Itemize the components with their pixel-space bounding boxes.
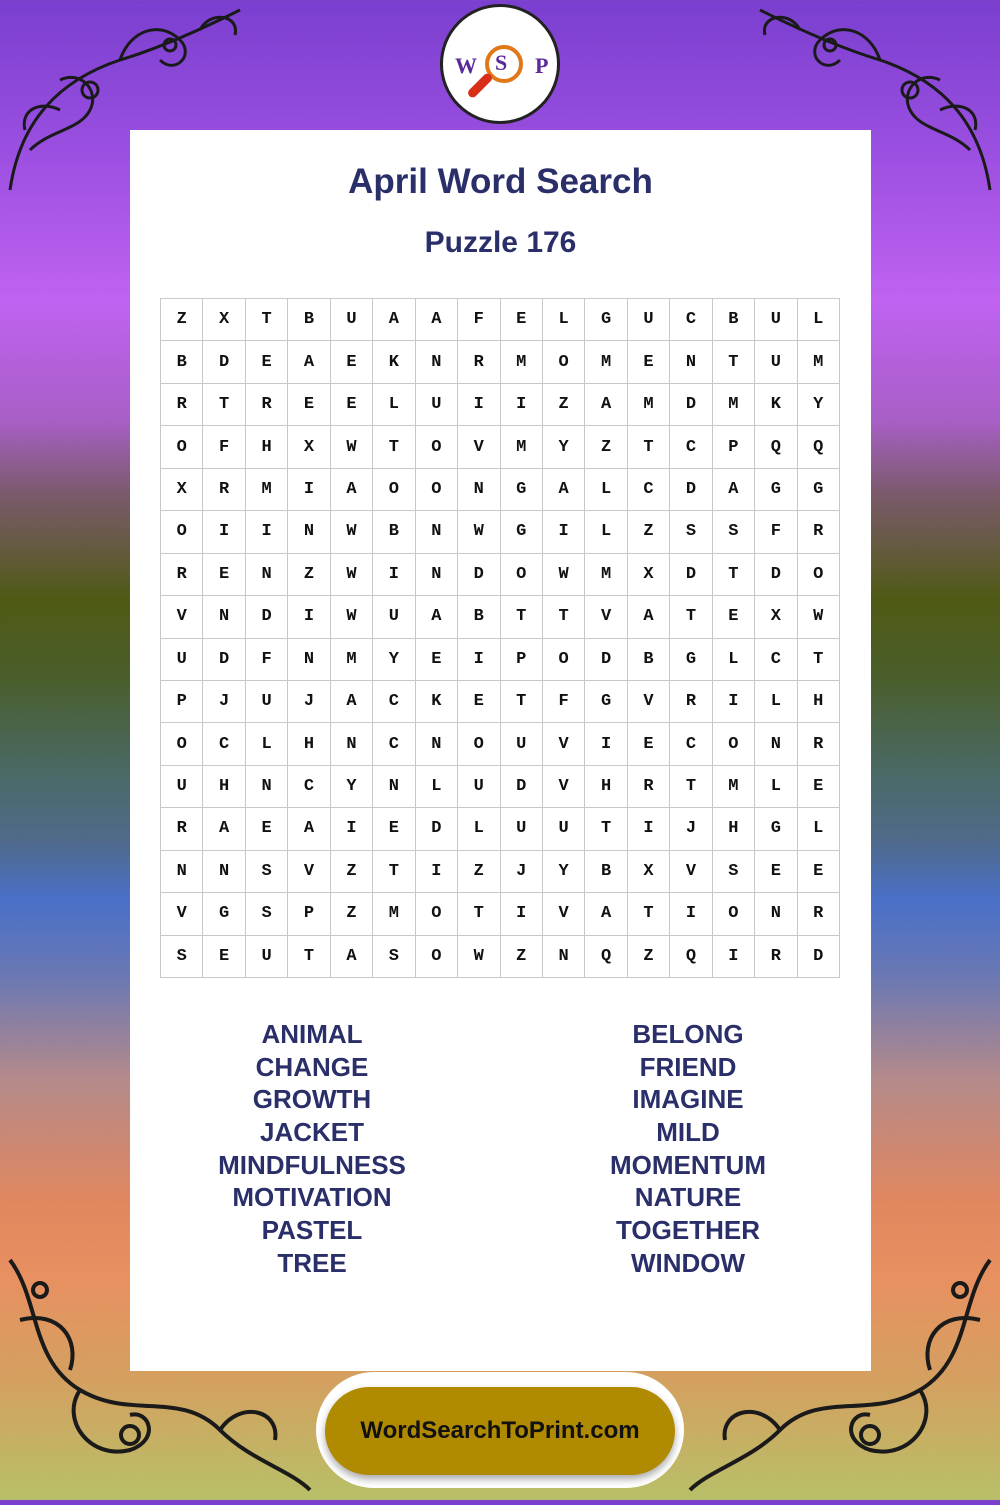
grid-cell[interactable]: Z <box>628 936 670 978</box>
word-list-item: FRIEND <box>639 1051 737 1082</box>
grid-cell[interactable]: E <box>246 341 288 383</box>
grid-cell[interactable]: Y <box>543 426 585 468</box>
grid-cell[interactable]: U <box>755 299 797 341</box>
grid-cell[interactable]: D <box>416 808 458 850</box>
grid-cell[interactable]: O <box>458 723 500 765</box>
grid-cell[interactable]: W <box>331 511 373 553</box>
grid-cell[interactable]: T <box>713 554 755 596</box>
grid-cell[interactable]: U <box>246 936 288 978</box>
grid-cell[interactable]: W <box>331 596 373 638</box>
grid-cell[interactable]: T <box>288 936 330 978</box>
grid-cell[interactable]: Q <box>755 426 797 468</box>
grid-cell[interactable]: Y <box>373 639 415 681</box>
word-list-item: GROWTH <box>252 1084 372 1115</box>
grid-cell[interactable]: J <box>501 851 543 893</box>
grid-cell[interactable]: A <box>288 341 330 383</box>
grid-cell[interactable]: C <box>373 723 415 765</box>
grid-cell[interactable]: I <box>203 511 245 553</box>
grid-cell[interactable]: U <box>161 766 203 808</box>
grid-cell[interactable]: O <box>416 936 458 978</box>
grid-cell[interactable]: V <box>288 851 330 893</box>
grid-cell[interactable]: Y <box>331 766 373 808</box>
grid-cell[interactable]: D <box>670 384 712 426</box>
word-list-left-column <box>162 1018 462 1280</box>
grid-cell[interactable]: O <box>713 893 755 935</box>
grid-cell[interactable]: M <box>628 384 670 426</box>
grid-cell[interactable]: S <box>670 511 712 553</box>
grid-cell[interactable]: V <box>543 893 585 935</box>
grid-cell[interactable]: T <box>501 596 543 638</box>
grid-cell[interactable]: S <box>713 511 755 553</box>
grid-cell[interactable]: R <box>161 554 203 596</box>
grid-cell[interactable]: T <box>670 766 712 808</box>
word-list-item: CHANGE <box>255 1051 369 1082</box>
grid-cell[interactable]: I <box>713 681 755 723</box>
grid-cell[interactable]: U <box>501 723 543 765</box>
grid-cell[interactable]: I <box>288 596 330 638</box>
grid-cell[interactable]: B <box>458 596 500 638</box>
grid-cell[interactable]: O <box>161 723 203 765</box>
grid-cell[interactable]: L <box>798 299 840 341</box>
grid-cell[interactable]: K <box>755 384 797 426</box>
grid-cell[interactable]: U <box>543 808 585 850</box>
grid-cell[interactable]: O <box>543 341 585 383</box>
grid-cell[interactable]: P <box>161 681 203 723</box>
grid-cell[interactable]: T <box>628 893 670 935</box>
grid-cell[interactable]: T <box>373 426 415 468</box>
grid-cell[interactable]: U <box>331 299 373 341</box>
grid-cell[interactable]: N <box>755 723 797 765</box>
puzzle-number: Puzzle 176 <box>424 226 577 259</box>
grid-cell[interactable]: R <box>670 681 712 723</box>
grid-cell[interactable]: Y <box>798 384 840 426</box>
grid-cell[interactable]: X <box>755 596 797 638</box>
grid-cell[interactable]: E <box>628 723 670 765</box>
grid-cell[interactable]: W <box>543 554 585 596</box>
grid-cell[interactable]: C <box>755 639 797 681</box>
word-list-item: PASTEL <box>261 1215 363 1246</box>
word-list-item: MILD <box>656 1117 720 1148</box>
grid-cell[interactable]: K <box>373 341 415 383</box>
grid-cell[interactable]: G <box>798 469 840 511</box>
grid-cell[interactable]: I <box>458 384 500 426</box>
grid-cell[interactable]: B <box>585 851 627 893</box>
site-logo[interactable] <box>440 4 560 124</box>
grid-cell[interactable]: N <box>543 936 585 978</box>
grid-cell[interactable]: M <box>331 639 373 681</box>
grid-cell[interactable]: Z <box>585 426 627 468</box>
grid-cell[interactable]: I <box>458 639 500 681</box>
word-list-item: MOTIVATION <box>232 1182 392 1213</box>
grid-cell[interactable]: E <box>288 384 330 426</box>
grid-cell[interactable]: N <box>458 469 500 511</box>
grid-cell[interactable]: C <box>670 426 712 468</box>
grid-cell[interactable]: E <box>713 596 755 638</box>
grid-cell[interactable]: W <box>331 426 373 468</box>
grid-cell[interactable]: V <box>458 426 500 468</box>
grid-cell[interactable]: M <box>246 469 288 511</box>
grid-cell[interactable]: Z <box>543 384 585 426</box>
grid-cell[interactable]: I <box>246 511 288 553</box>
grid-cell[interactable]: D <box>203 639 245 681</box>
word-list-item: IMAGINE <box>632 1084 744 1115</box>
word-list-item: BELONG <box>632 1019 744 1049</box>
grid-cell[interactable]: R <box>798 723 840 765</box>
grid-cell[interactable]: D <box>798 936 840 978</box>
grid-cell[interactable]: G <box>670 639 712 681</box>
grid-cell[interactable]: N <box>246 766 288 808</box>
grid-cell[interactable]: F <box>543 681 585 723</box>
page-title: April Word Search <box>348 162 653 201</box>
logo-letter-s: S <box>495 50 508 75</box>
grid-cell[interactable]: P <box>501 639 543 681</box>
grid-cell[interactable]: D <box>755 554 797 596</box>
grid-cell[interactable]: T <box>458 893 500 935</box>
grid-cell[interactable]: S <box>246 893 288 935</box>
grid-cell[interactable]: X <box>161 469 203 511</box>
grid-cell[interactable]: A <box>585 893 627 935</box>
grid-cell[interactable]: B <box>161 341 203 383</box>
grid-cell[interactable]: X <box>203 299 245 341</box>
grid-cell[interactable]: P <box>288 893 330 935</box>
grid-cell[interactable]: N <box>416 341 458 383</box>
word-list-item: WINDOW <box>630 1247 746 1278</box>
grid-cell[interactable]: E <box>203 554 245 596</box>
grid-cell[interactable]: T <box>585 808 627 850</box>
grid-cell[interactable]: C <box>670 299 712 341</box>
grid-cell[interactable]: R <box>161 808 203 850</box>
grid-cell[interactable]: T <box>501 681 543 723</box>
grid-cell[interactable]: S <box>161 936 203 978</box>
grid-cell[interactable]: T <box>246 299 288 341</box>
logo-letter-p: P <box>535 53 549 78</box>
grid-cell[interactable]: N <box>416 554 458 596</box>
grid-cell[interactable]: S <box>373 936 415 978</box>
grid-cell[interactable]: F <box>246 639 288 681</box>
grid-cell[interactable]: L <box>543 299 585 341</box>
grid-cell[interactable]: B <box>628 639 670 681</box>
grid-cell[interactable]: R <box>161 384 203 426</box>
grid-cell[interactable]: N <box>203 596 245 638</box>
grid-cell[interactable]: G <box>755 469 797 511</box>
grid-cell[interactable]: E <box>331 341 373 383</box>
grid-cell[interactable]: F <box>203 426 245 468</box>
grid-cell[interactable]: V <box>585 596 627 638</box>
word-list-item: TOGETHER <box>616 1215 760 1246</box>
grid-cell[interactable]: O <box>416 893 458 935</box>
grid-cell[interactable]: V <box>543 723 585 765</box>
grid-cell[interactable]: V <box>543 766 585 808</box>
grid-cell[interactable]: W <box>798 596 840 638</box>
grid-cell[interactable]: L <box>416 766 458 808</box>
grid-cell[interactable]: A <box>288 808 330 850</box>
grid-cell[interactable]: C <box>373 681 415 723</box>
grid-cell[interactable]: L <box>798 808 840 850</box>
grid-cell[interactable]: T <box>798 639 840 681</box>
grid-cell[interactable]: G <box>585 681 627 723</box>
grid-cell[interactable]: D <box>670 554 712 596</box>
grid-cell[interactable]: S <box>246 851 288 893</box>
grid-cell[interactable]: I <box>331 808 373 850</box>
grid-cell[interactable]: X <box>288 426 330 468</box>
grid-cell[interactable]: O <box>713 723 755 765</box>
grid-cell[interactable]: Z <box>161 299 203 341</box>
grid-cell[interactable]: I <box>713 936 755 978</box>
grid-cell[interactable]: O <box>501 554 543 596</box>
grid-cell[interactable]: J <box>670 808 712 850</box>
grid-cell[interactable]: A <box>331 936 373 978</box>
grid-cell[interactable]: N <box>203 851 245 893</box>
grid-cell[interactable]: E <box>798 851 840 893</box>
word-list-right-column <box>538 1018 838 1280</box>
grid-cell[interactable]: Z <box>628 511 670 553</box>
grid-cell[interactable]: O <box>161 426 203 468</box>
grid-cell[interactable]: N <box>373 766 415 808</box>
grid-cell[interactable]: T <box>373 851 415 893</box>
grid-cell[interactable]: Z <box>458 851 500 893</box>
grid-cell[interactable]: J <box>288 681 330 723</box>
grid-cell[interactable]: O <box>161 511 203 553</box>
grid-cell[interactable]: J <box>203 681 245 723</box>
grid-cell[interactable]: I <box>543 511 585 553</box>
grid-cell[interactable]: P <box>713 426 755 468</box>
grid-cell[interactable]: I <box>416 851 458 893</box>
grid-cell[interactable]: I <box>501 384 543 426</box>
grid-cell[interactable]: M <box>501 341 543 383</box>
grid-cell[interactable]: Z <box>288 554 330 596</box>
grid-cell[interactable]: R <box>203 469 245 511</box>
grid-cell[interactable]: O <box>416 469 458 511</box>
grid-cell[interactable]: D <box>458 554 500 596</box>
grid-cell[interactable]: O <box>373 469 415 511</box>
grid-cell[interactable]: U <box>373 596 415 638</box>
grid-cell[interactable]: U <box>628 299 670 341</box>
grid-cell[interactable]: H <box>713 808 755 850</box>
grid-cell[interactable]: C <box>203 723 245 765</box>
grid-cell[interactable]: F <box>755 511 797 553</box>
grid-cell[interactable]: F <box>458 299 500 341</box>
grid-cell[interactable]: T <box>203 384 245 426</box>
word-list-item: JACKET <box>259 1117 364 1148</box>
grid-cell[interactable]: A <box>331 681 373 723</box>
grid-cell[interactable]: I <box>670 893 712 935</box>
grid-cell[interactable]: Q <box>585 936 627 978</box>
grid-cell[interactable]: A <box>585 384 627 426</box>
grid-cell[interactable]: N <box>288 639 330 681</box>
grid-cell[interactable]: N <box>331 723 373 765</box>
grid-cell[interactable]: N <box>755 893 797 935</box>
grid-cell[interactable]: G <box>501 469 543 511</box>
grid-cell[interactable]: M <box>798 341 840 383</box>
grid-cell[interactable]: D <box>501 766 543 808</box>
grid-cell[interactable]: E <box>628 341 670 383</box>
grid-cell[interactable]: U <box>161 639 203 681</box>
grid-cell[interactable]: V <box>670 851 712 893</box>
grid-cell[interactable]: E <box>246 808 288 850</box>
grid-cell[interactable]: M <box>373 893 415 935</box>
logo-letter-w: W <box>455 53 477 78</box>
grid-cell[interactable]: E <box>755 851 797 893</box>
grid-cell[interactable]: T <box>628 426 670 468</box>
word-list-item: TREE <box>277 1247 347 1278</box>
grid-cell[interactable]: G <box>755 808 797 850</box>
website-link-button[interactable]: WordSearchToPrint.com <box>325 1387 675 1475</box>
grid-cell[interactable]: O <box>798 554 840 596</box>
grid-cell[interactable]: W <box>458 511 500 553</box>
grid-cell[interactable]: T <box>543 596 585 638</box>
grid-cell[interactable]: L <box>713 639 755 681</box>
grid-cell[interactable]: A <box>373 299 415 341</box>
grid-cell[interactable]: D <box>246 596 288 638</box>
grid-cell[interactable]: A <box>203 808 245 850</box>
grid-cell[interactable]: I <box>628 808 670 850</box>
grid-cell[interactable]: N <box>416 723 458 765</box>
grid-cell[interactable]: Y <box>543 851 585 893</box>
grid-cell[interactable]: H <box>246 426 288 468</box>
grid-cell[interactable]: U <box>246 681 288 723</box>
grid-cell[interactable]: D <box>585 639 627 681</box>
grid-cell[interactable]: A <box>543 469 585 511</box>
grid-cell[interactable]: I <box>585 723 627 765</box>
word-list-item: ANIMAL <box>261 1019 363 1049</box>
grid-cell[interactable]: C <box>670 723 712 765</box>
grid-cell[interactable]: E <box>501 299 543 341</box>
grid-cell[interactable]: Q <box>798 426 840 468</box>
grid-cell[interactable]: N <box>161 851 203 893</box>
grid-cell[interactable]: L <box>585 469 627 511</box>
grid-cell[interactable]: R <box>458 341 500 383</box>
grid-cell[interactable]: L <box>585 511 627 553</box>
grid-cell[interactable]: T <box>713 341 755 383</box>
grid-cell[interactable]: U <box>458 766 500 808</box>
grid-cell[interactable]: A <box>331 469 373 511</box>
grid-cell[interactable]: V <box>161 893 203 935</box>
grid-cell[interactable]: R <box>798 893 840 935</box>
grid-cell[interactable]: L <box>246 723 288 765</box>
grid-cell[interactable]: W <box>331 554 373 596</box>
grid-cell[interactable]: N <box>670 341 712 383</box>
grid-cell[interactable]: E <box>416 639 458 681</box>
grid-cell[interactable]: B <box>713 299 755 341</box>
grid-cell[interactable]: M <box>501 426 543 468</box>
grid-cell[interactable]: N <box>416 511 458 553</box>
grid-cell[interactable]: R <box>246 384 288 426</box>
grid-cell[interactable]: A <box>416 299 458 341</box>
letter-grid <box>160 298 840 978</box>
grid-cell[interactable]: G <box>585 299 627 341</box>
grid-cell[interactable]: N <box>288 511 330 553</box>
grid-cell[interactable]: Z <box>331 893 373 935</box>
grid-cell[interactable]: R <box>628 766 670 808</box>
grid-cell[interactable]: K <box>416 681 458 723</box>
grid-cell[interactable]: O <box>416 426 458 468</box>
grid-cell[interactable]: W <box>458 936 500 978</box>
grid-cell[interactable]: N <box>246 554 288 596</box>
grid-cell[interactable]: H <box>585 766 627 808</box>
word-list-item: MINDFULNESS <box>218 1149 406 1180</box>
grid-cell[interactable]: M <box>713 766 755 808</box>
grid-cell[interactable]: Z <box>331 851 373 893</box>
grid-cell[interactable]: E <box>458 681 500 723</box>
grid-cell[interactable]: X <box>628 851 670 893</box>
grid-cell[interactable]: V <box>628 681 670 723</box>
grid-cell[interactable]: M <box>713 384 755 426</box>
grid-cell[interactable]: L <box>755 681 797 723</box>
grid-cell[interactable]: V <box>161 596 203 638</box>
grid-cell[interactable]: E <box>331 384 373 426</box>
grid-cell[interactable]: C <box>288 766 330 808</box>
grid-cell[interactable]: D <box>670 469 712 511</box>
grid-cell[interactable]: X <box>628 554 670 596</box>
grid-cell[interactable]: E <box>203 936 245 978</box>
grid-cell[interactable]: I <box>373 554 415 596</box>
grid-cell[interactable]: B <box>288 299 330 341</box>
grid-cell[interactable]: U <box>755 341 797 383</box>
word-list-item: NATURE <box>634 1182 742 1213</box>
grid-cell[interactable]: H <box>203 766 245 808</box>
grid-cell[interactable]: I <box>288 469 330 511</box>
word-list <box>130 1018 871 1288</box>
grid-cell[interactable]: R <box>798 511 840 553</box>
grid-cell[interactable]: T <box>670 596 712 638</box>
grid-cell[interactable]: A <box>628 596 670 638</box>
grid-cell[interactable]: Z <box>501 936 543 978</box>
grid-cell[interactable]: M <box>585 554 627 596</box>
grid-cell[interactable]: G <box>203 893 245 935</box>
grid-cell[interactable]: A <box>416 596 458 638</box>
grid-cell[interactable]: H <box>288 723 330 765</box>
grid-cell[interactable]: O <box>543 639 585 681</box>
grid-cell[interactable]: D <box>203 341 245 383</box>
grid-cell[interactable]: R <box>755 936 797 978</box>
grid-cell[interactable]: U <box>501 808 543 850</box>
grid-cell[interactable]: U <box>416 384 458 426</box>
grid-cell[interactable]: H <box>798 681 840 723</box>
grid-cell[interactable]: S <box>713 851 755 893</box>
grid-cell[interactable]: Q <box>670 936 712 978</box>
grid-cell[interactable]: E <box>373 808 415 850</box>
grid-cell[interactable]: L <box>755 766 797 808</box>
grid-cell[interactable]: M <box>585 341 627 383</box>
grid-cell[interactable]: A <box>713 469 755 511</box>
grid-cell[interactable]: C <box>628 469 670 511</box>
grid-cell[interactable]: G <box>501 511 543 553</box>
puzzle-card <box>130 130 871 1371</box>
word-list-item: MOMENTUM <box>610 1149 766 1180</box>
grid-cell[interactable]: L <box>458 808 500 850</box>
grid-cell[interactable]: B <box>373 511 415 553</box>
grid-cell[interactable]: I <box>501 893 543 935</box>
grid-cell[interactable]: L <box>373 384 415 426</box>
grid-cell[interactable]: E <box>798 766 840 808</box>
